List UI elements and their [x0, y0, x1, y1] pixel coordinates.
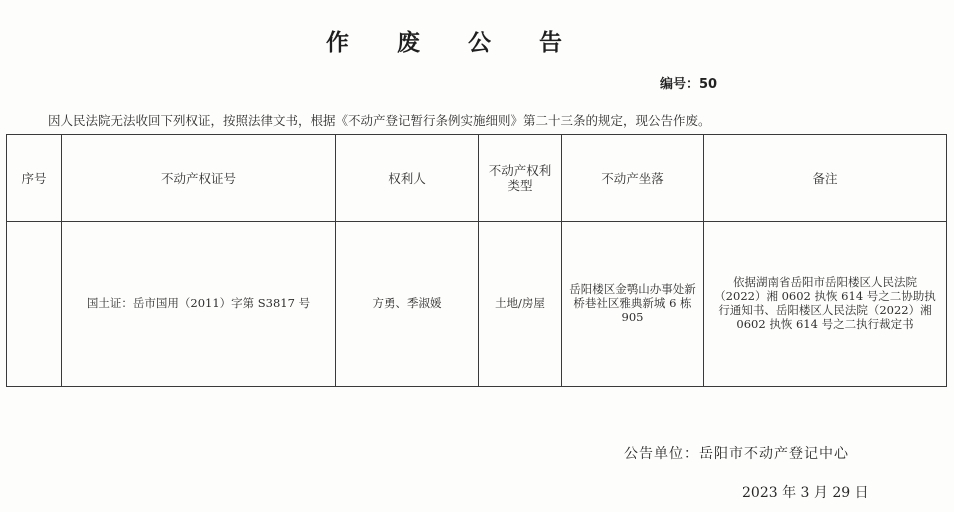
header-owner: 权利人 — [336, 135, 479, 222]
header-seq: 序号 — [7, 135, 62, 222]
cell-owner: 方勇、季淑媛 — [336, 222, 479, 387]
cell-location: 岳阳楼区金鹗山办事处新桥巷社区雅典新城 6 栋 905 — [562, 222, 704, 387]
header-cert-no: 不动产权证号 — [62, 135, 336, 222]
header-right-type: 不动产权利类型 — [479, 135, 562, 222]
cell-cert-no: 国土证：岳市国用（2011）字第 S3817 号 — [62, 222, 336, 387]
notice-date: 2023 年 3 月 29 日 — [742, 485, 869, 501]
page-title: 作 废 公 告 — [325, 30, 583, 56]
table-row — [7, 222, 947, 387]
intro-paragraph: 因人民法院无法收回下列权证，按照法律文书，根据《不动产登记暂行条例实施细则》第二十三条的规定，现公告作废。 — [48, 113, 711, 128]
issuing-unit: 公告单位：岳阳市不动产登记中心 — [624, 446, 849, 462]
cell-seq — [7, 222, 62, 387]
table-header-row — [7, 135, 947, 222]
certificate-table — [6, 134, 947, 387]
header-location: 不动产坐落 — [562, 135, 704, 222]
header-remark: 备注 — [704, 135, 947, 222]
cell-right-type: 土地/房屋 — [479, 222, 562, 387]
cell-remark: 依据湖南省岳阳市岳阳楼区人民法院（2022）湘 0602 执恢 614 号之二协助执行通知书、岳阳楼区人民法院（2022）湘 0602 执恢 614 号之二执行裁定书 — [704, 222, 947, 387]
document-number: 编号：50 — [660, 77, 718, 92]
